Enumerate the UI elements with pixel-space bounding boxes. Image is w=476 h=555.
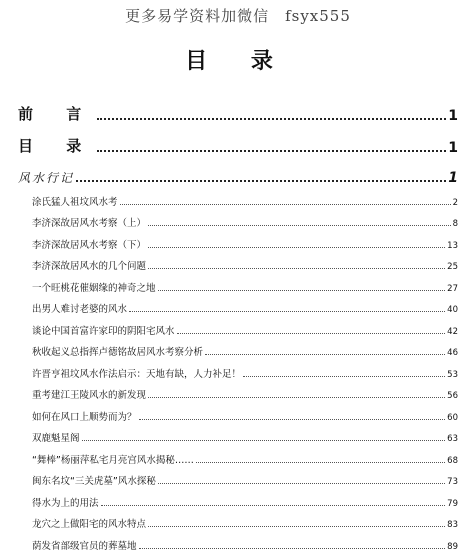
toc-page-number: 1	[448, 140, 458, 156]
dot-leader	[158, 483, 445, 484]
toc-entry-page: 27	[447, 283, 458, 294]
toc-entry-page: 13	[447, 240, 458, 251]
dot-leader	[97, 118, 446, 120]
toc-entry-page: 40	[447, 305, 458, 315]
dot-leader	[196, 462, 445, 463]
dot-leader	[177, 333, 446, 334]
toc-entry-page: 83	[447, 520, 458, 530]
toc-entry-page: 73	[447, 477, 458, 487]
toc-entry-label: 得水为上的用法	[32, 497, 99, 509]
dot-leader	[158, 290, 446, 291]
toc-entry-label: 涂氏猛人祖坟风水考	[32, 196, 118, 208]
toc-page-number: 1	[448, 108, 458, 124]
toc-entry[interactable]	[32, 466, 458, 488]
toc-entry-label: 谈论中国首富许家印的阴阳宅风水	[32, 325, 175, 337]
toc-entry-page: 2	[452, 197, 458, 208]
toc-entry-page: 8	[452, 219, 458, 229]
toc-entry-label: 李济深故居风水考察（上）	[32, 218, 147, 229]
table-of-contents	[18, 92, 458, 552]
toc-entry-label: 一个旺桃花催姻缘的神奇之地	[32, 282, 156, 294]
toc-page-number: 1	[448, 170, 458, 186]
toc-entry-page: 60	[447, 412, 458, 423]
toc-entry-label: 双鹿魁星阁	[32, 433, 80, 444]
toc-entry-page: 56	[447, 391, 458, 401]
dot-leader	[139, 548, 446, 549]
toc-entry[interactable]	[32, 423, 458, 445]
toc-entry[interactable]	[32, 208, 458, 230]
toc-entry[interactable]	[32, 401, 458, 423]
toc-entry-label: 重考建江王陵风水的新发现	[32, 390, 147, 401]
watermark-text: 更多易学资料加微信 fsyx555	[125, 7, 351, 25]
toc-entry-label: 秋收起义总指挥卢德铭故居风水考察分析	[32, 347, 204, 358]
toc-entry[interactable]	[32, 337, 458, 359]
toc-entry[interactable]	[32, 530, 458, 552]
toc-row-preface[interactable]	[18, 92, 458, 124]
toc-entry-page: 53	[447, 369, 458, 380]
toc-entry-page: 42	[447, 326, 458, 337]
dot-leader	[205, 354, 445, 355]
dot-leader	[148, 526, 445, 527]
toc-entry-label: “舞棒”杨丽萍私宅月亮宫风水揭秘……	[32, 454, 194, 466]
toc-entry[interactable]	[32, 251, 458, 273]
toc-entry-label: 李济深故居风水考察（下）	[32, 239, 147, 251]
dot-leader	[148, 247, 445, 248]
dot-leader	[76, 180, 446, 182]
toc-entry[interactable]	[32, 186, 458, 208]
toc-entry-label: 许晋亨祖坟风水作法启示：天地有缺，人力补足！	[32, 368, 242, 380]
toc-entry-page: 89	[447, 541, 458, 552]
toc-entry[interactable]	[32, 272, 458, 294]
dot-leader	[139, 419, 446, 420]
toc-label: 前 言	[18, 105, 96, 123]
toc-entry-label: 闽东名坟“三关虎墓”风水探秘	[32, 476, 156, 487]
dot-leader	[97, 150, 446, 152]
page-title: 目 录	[185, 49, 291, 74]
toc-entry-page: 63	[447, 434, 458, 444]
toc-entry-label: 龙穴之上做阳宅的风水特点	[32, 519, 147, 530]
toc-label: 风水行记	[18, 171, 75, 185]
toc-entry-page: 79	[447, 498, 458, 509]
toc-entry-label: 出男人难讨老婆的风水	[32, 304, 128, 315]
toc-entry[interactable]	[32, 380, 458, 402]
toc-entry-page: 68	[447, 455, 458, 466]
toc-entry-label: 荫发省部级官员的葬墓地	[32, 540, 137, 552]
dot-leader	[243, 376, 445, 377]
toc-row-section[interactable]	[18, 156, 458, 186]
toc-entry[interactable]	[32, 444, 458, 466]
dot-leader	[82, 440, 446, 441]
dot-leader	[101, 505, 446, 506]
dot-leader	[148, 397, 445, 398]
toc-entry[interactable]	[32, 358, 458, 380]
dot-leader	[129, 311, 445, 312]
toc-entry[interactable]	[32, 487, 458, 509]
toc-entry[interactable]	[32, 229, 458, 251]
toc-entry[interactable]	[32, 294, 458, 316]
toc-entry-label: 如何在风口上顺势而为？	[32, 411, 137, 423]
dot-leader	[148, 268, 445, 269]
dot-leader	[120, 204, 451, 205]
toc-entry-page: 25	[447, 262, 458, 272]
toc-entry[interactable]	[32, 315, 458, 337]
toc-label: 目 录	[18, 137, 96, 155]
dot-leader	[148, 225, 451, 226]
toc-entry-label: 李济深故居风水的几个问题	[32, 261, 147, 272]
toc-row-contents[interactable]	[18, 124, 458, 156]
toc-entry-page: 46	[447, 348, 458, 358]
toc-entries	[32, 186, 458, 552]
toc-entry[interactable]	[32, 509, 458, 531]
